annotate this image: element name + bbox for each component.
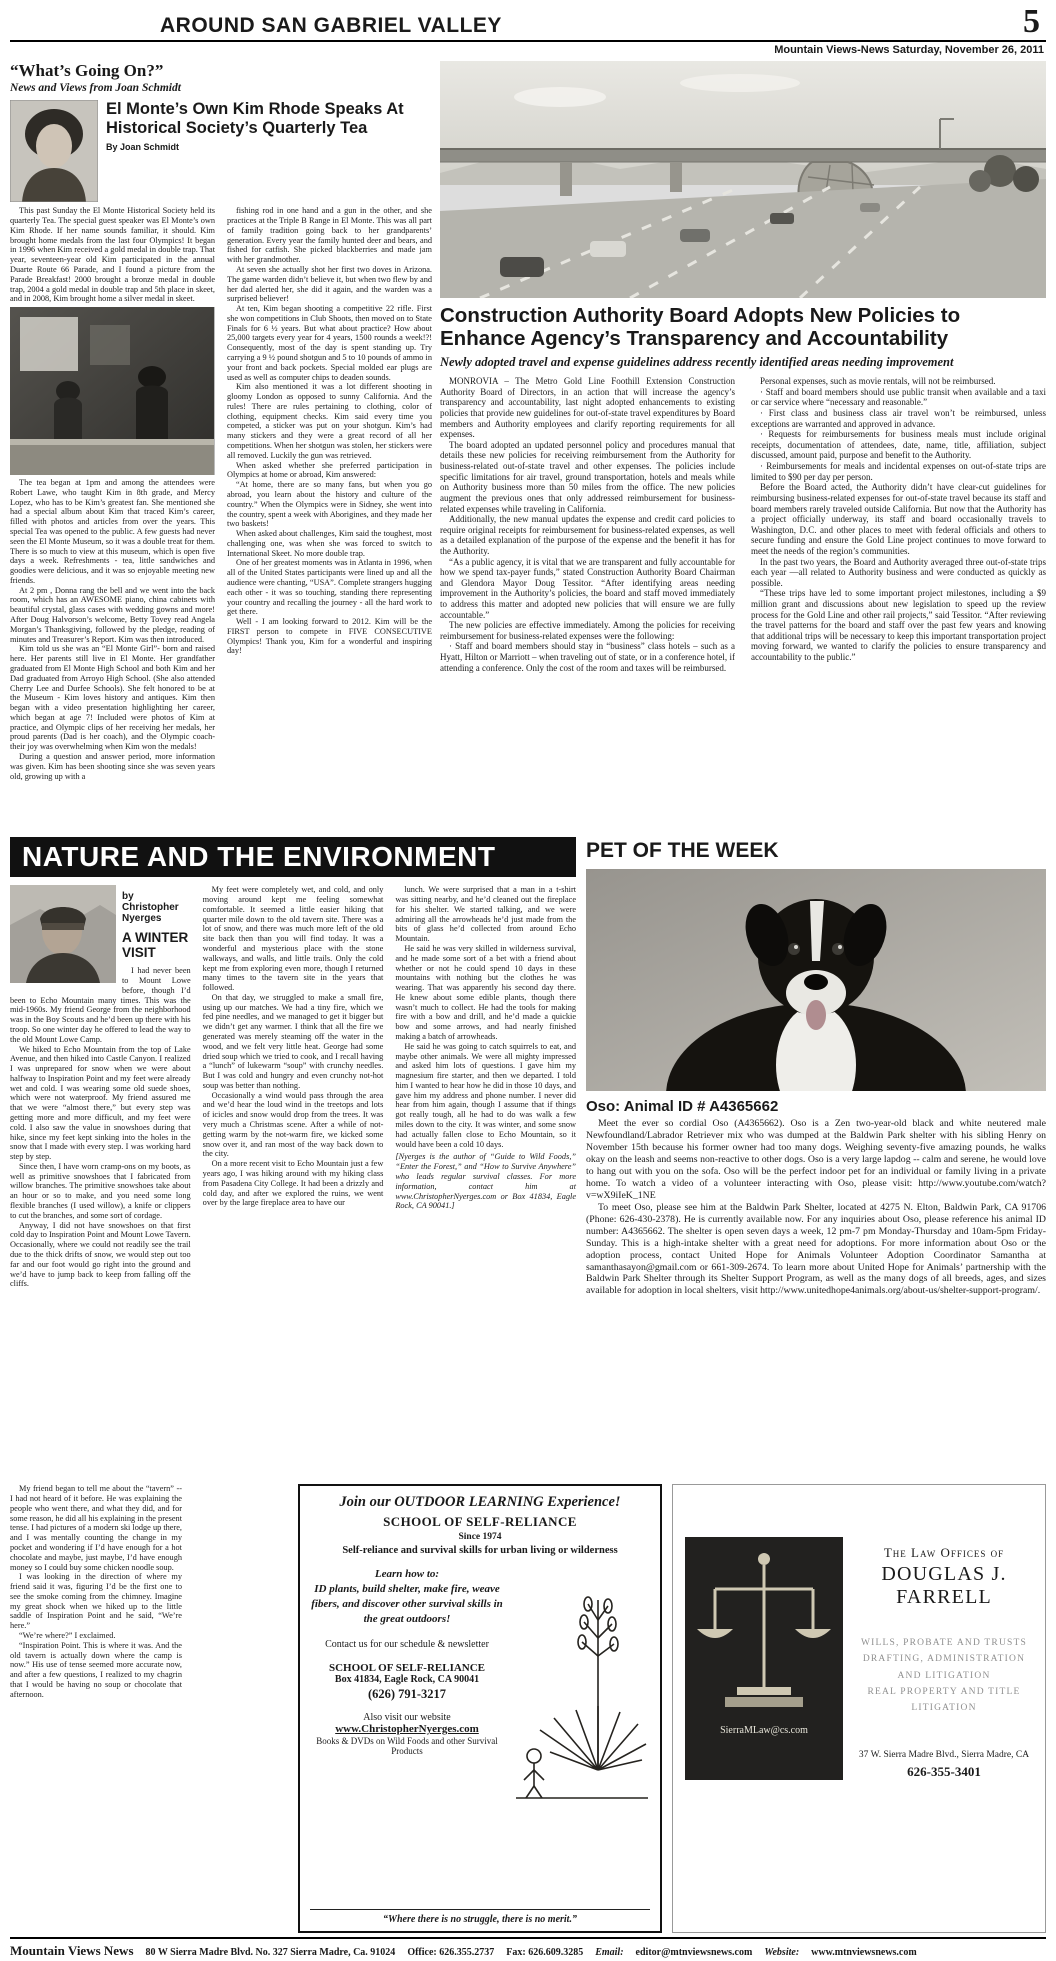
school-ad-content-row — [310, 1560, 650, 1903]
section-title: AROUND SAN GABRIEL VALLEY — [160, 14, 502, 37]
nature-col1-continued — [10, 1484, 182, 1933]
footer-office-phone: Office: 626.355.2737 — [407, 1947, 495, 1959]
nature-byline: by Christopher Nyerges — [122, 891, 179, 925]
kim-article-header — [10, 100, 432, 202]
school-ad-website: www.ChristopherNyerges.com — [335, 1722, 479, 1735]
paragraph: “These trips have led to some important project milestones, including a $9 million grant and discussions about new legislation to speed up the review process for the Gold Line and other rail projects,” said Tessitor. “After reviewing the travel patterns for the board and staff over the past few years and knowing that additional trips will be necessary to keep this important transportation project moving forward, we wanted to clarify the policies to ensure transparency and accountability to the public.” — [751, 588, 1046, 663]
paragraph: He said he was going to catch squirrels to eat, and maybe other animals. We were all mighty impressed and asked him lots of questions. I gave him my magnesium fire starter, and then we departed. I told him I wanted to hear how he did in those 10 days, and gave him my address and phone number. I never did hear from him again, though I assume that if things got really tough, all he had to do was walk a few miles down to the city. It was winter, and some snow had actually fallen close to Echo Mountain, so it would have been a cold 10 days. — [395, 1041, 577, 1149]
goldline-bridge-rendering-image — [440, 61, 1046, 298]
paragraph: Personal expenses, such as movie rentals, will not be reimbursed. — [760, 376, 996, 387]
school-ad-text-column — [310, 1560, 504, 1903]
paragraph: WILLS, PROBATE AND TRUSTS — [860, 1638, 1027, 1649]
construction-column — [440, 61, 1046, 833]
law-ad-address: 37 W. Sierra Madre Blvd., Sierra Madre, CA — [858, 1750, 1030, 1760]
joan-schmidt-portrait-photo — [10, 100, 98, 202]
footer-address: 80 W Sierra Madre Blvd. No. 327 Sierra Madre, Ca. 91024 — [145, 1947, 396, 1959]
kim-article-byline: By Joan Schmidt — [106, 142, 180, 153]
nature-col2 — [203, 885, 384, 1289]
scales-of-justice-photo — [685, 1537, 843, 1722]
page-footer — [10, 1937, 1046, 1959]
dog-photo-illustration — [586, 869, 1046, 1091]
hiker-photo-illustration — [10, 885, 116, 983]
paragraph: He said he was very skilled in wilderness survival, and he made some sort of a bet with a friend about whether or not he could spend 10 days in these mountains with nothing but the clothes he was wearing. That was apparently his second day there. He knew about some edible plants, though there wasn’t much to collect. He had the tools for making fire with a bow and drill, and he’d made a quickie bow and some arrows, and had nearly finished making a batch of arrowheads. — [395, 943, 577, 1042]
kim-article-title-block — [106, 100, 432, 202]
nature-article — [10, 837, 576, 1484]
paragraph: We hiked to Echo Mountain from the top of Lake Avenue, and then hiked into Castle Canyon. I realized I was unprepared for snow when we were about halfway to Inspiration Point and my feet were already wet and cold. I was wearing some old suede shoes, which were not waterproof. My friend assured me that we were “almost there,” but every step was getting more and more difficult, and my feet were cold. I also saw the value in snowshoes during that hike, since my feet kept sinking into the holes in the snow that I made with every step. I was working hard step by step. — [10, 1044, 191, 1162]
paragraph: AND LITIGATION — [897, 1670, 991, 1681]
paragraph: The new policies are effective immediately. Among the policies for receiving reimbursement for business-related expenses were the following: — [440, 620, 735, 641]
paragraph: On a more recent visit to Echo Mountain just a few years ago, I was hiking around with my hiking class from Pasadena City College. It had been a drizzly and cold day, and after we explored the ruins, we went over by the large fireplace area to have our — [202, 1159, 384, 1208]
nature-section-banner: NATURE AND THE ENVIRONMENT — [10, 837, 576, 877]
masthead-dateline: Mountain Views-News Saturday, November 26, 2011 — [774, 44, 1044, 57]
nature-article-body — [10, 885, 576, 1289]
paragraph: At 2 pm , Donna rang the bell and we went into the back room, which has an AWESOME piano, china cabinets with beautiful crystal, glass cases with wedding gowns and more! After Doug Halvorson’s welcome, Betty Tovey read Angela Morgan’s Thanksgiving, followed by the pledge, reading of minutes and Treasurer’s Report. Kim was then introduced. — [10, 585, 215, 644]
school-ad-org: SCHOOL OF SELF-RELIANCE — [328, 1661, 486, 1674]
school-ad-learn-heading: Learn how to: — [374, 1568, 440, 1581]
paragraph: Meet the ever so cordial Oso (A4365662). Oso is a Zen two-year-old black and white neutered male Newfoundland/Labrador Retriever mix who was dumped at the Baldwin Park shelter with his sibling Henry on November 15th because his former owner had too many dogs. Weighing seventy-five amazing pounds, he walks okay on the leash and seems non-reactive to other dogs. Oso is a very large lapdog -- calm and serene, he would love to hang out with you on the sofa. Oso will be the perfect indoor pet for an individual or family living in a private home. To watch a video of a volunteer interacting with Oso, please visit: http://www.youtube.com/watch?v=wX9iIeK_1NE — [586, 1118, 1046, 1201]
school-ad-tagline: Self-reliance and survival skills for urban living or wilderness — [342, 1545, 618, 1557]
school-ad-website-sub: Books & DVDs on Wild Foods and other Survival Products — [316, 1735, 498, 1756]
footer-fax: Fax: 626.609.3285 — [506, 1947, 584, 1959]
paragraph: · First class and business class air travel won’t be reimbursed, unless exceptions are warranted and approved in advance. — [751, 408, 1046, 429]
paragraph: · Requests for reimbursements for business meals must include original receipts, documentation of attendees, date, name, title, affiliation, subject discussed, amount paid, purpose and benefit to the Authority. — [751, 429, 1046, 461]
paragraph: “Inspiration Point. This is where it was. And the old tavern is actually down where the camp is now.” His use of tense seemed more accurate now, and after a few questions, I realized to my chagrin that I would be having no soup or chocolate that afternoon. — [10, 1640, 182, 1699]
footer-website: www.mtnviewsnews.com — [811, 1947, 917, 1959]
law-office-ad — [672, 1484, 1046, 1933]
paragraph: The board adopted an updated personnel policy and procedures manual that details these new policies for receiving reimbursement from the Authority for business-related out-of-state travel and other expenses. The policies include specific limitations for air travel, ground transportation, hotels and meals while on Authority business more than 50 miles from the office. The new policies augment the previous ones that only addressed reimbursement for business-related expenses while traveling in California. — [440, 439, 735, 514]
paragraph: MONROVIA – The Metro Gold Line Foothill Extension Construction Authority Board of Directors, in an action that will increase the agency’s transparency and accountability, last night adopted enhancements to existing policies that provide new guidelines for out-of-state travel expenditures by Board members and Authority employees and clarify reporting requirements for all expenses. — [440, 376, 735, 440]
school-ad-motto: “Where there is no struggle, there is no merit.” — [310, 1909, 650, 1925]
yucca-drawing — [510, 1560, 650, 1830]
law-firm-name: DOUGLAS J. FARRELL — [881, 1563, 1007, 1609]
kim-article-col1 — [10, 206, 215, 781]
paragraph: The tea began at 1pm and among the attendees were Robert Lawe, who taught Kim in 8th grade, and Mercy Lopez, who has to be Kim’s greatest fan. She mentioned she had a special album about Kim that traced Kim’s career, filled with photos and articles from over the years. This special Tea was opened to the public. A few guests had never seen the El Monte Museum, so it was a double treat for them. There is so much to view at this museum, which is open five days a week. Refreshments - tea, little sandwiches and goodies were delicious, and it was so enjoyable meeting new friends. — [10, 478, 215, 585]
paragraph: Since then, I have worn cramp-ons on my boots, as well as primitive snowshoes that I fabricated from willow branches. The primitive snowshoes take about an hour or so to make, and you need some long flexible branches (I used willow), a knife or clippers to cut the branches, and some sort of cordage. — [10, 1161, 191, 1220]
school-ad-address: Box 41834, Eagle Rock, CA 90041 — [334, 1673, 480, 1685]
school-of-self-reliance-ad — [298, 1484, 662, 1933]
paragraph: My friend began to tell me about the “tavern” -- I had not heard of it before. He was explaining the people who went there, and what they did, and for some reason, he did all his explaining in the present tense. I had pictures of a modern ski lodge up there, and I was mentally counting the change in my pocket and wondering if I’d have enough for a hot chocolate and maybe, just maybe, I’d have enough money so I could buy some chicken noodle soup. — [10, 1484, 182, 1572]
paragraph: To meet Oso, please see him at the Baldwin Park Shelter, located at 4275 N. Elton, Baldwin Park, CA 91706 (Phone: 626-430-2378). He is currently available now. For any inquiries about Oso, please reference his animal ID number: A4365662. The shelter is open seven days a week, 12 pm-7 pm Monday-Thursday and 10am-5pm Friday-Sunday. This is a high-intake shelter with a great need for adoptions. For more information about Oso or the adoption process, contact United Hope for Animals Volunteer Adoption Coordinator Samantha at samanthasayon@gmail.com or 661-309-2674. To learn more about United Hope for Animals’ partnership with the Baldwin Park Shelter through its Shelter Support Program, as well as the many dogs of all breeds, ages, and sizes available for adoption in local shelters, visit http://www.unitedhope4animals.org/about-us/shelter-support-program/. — [586, 1201, 1046, 1297]
paragraph: This past Sunday the El Monte Historical Society held its quarterly Tea. The special guest speaker was El Monte’s own Kim Rhode. If her name sounds familiar, it should. Kim brought home medals from the last four Olympics! It began in 1996 when Kim received a gold medal in double trap. That year, seventeen-year old Kim participated in the annual Duarte Route 66 Parade, and I found a picture from the Parade Breakfast! 2000 brought a bronze medal in double trap, 2004 a gold medal in double trap and 5th place in skeet, and in 2008, Kim brought home a silver medal in skeet. — [10, 206, 215, 304]
pet-of-the-week — [586, 837, 1046, 1484]
school-ad-name: SCHOOL OF SELF-RELIANCE — [383, 1514, 577, 1530]
paragraph: Well - I am looking forward to 2012. Kim will be the FIRST person to compete in FIVE CONSECUTIVE Olympics! Thank you, Kim for a wonderful and inspiring day! — [227, 617, 432, 656]
paragraph: One of her greatest moments was in Atlanta in 1996, when all of the United States participants were lined up and all the audience were chanting, “USA”. Complete strangers hugging each other - it was so touching, standing there representing your country and recalling the journey - all the hard work to get there. — [227, 558, 432, 617]
law-ad-image-column — [685, 1537, 843, 1780]
paragraph: Kim also mentioned it was a lot different shooting in gloomy London as opposed to sunny California. And the rules! There are rules pertaining to clothing, color of clothing, equipment checks. Kim said every time you competed, a sticker was put on your shotgun. Kim’s had many stickers and they were a great record of all her competitions. When her shotgun was stolen, her stickers were all removed. Luckily the gun was retrieved. — [227, 382, 432, 460]
middle-section — [10, 837, 1046, 1484]
paragraph: “As a public agency, it is vital that we are transparent and fully accountable for how we spend tax-payer funds,” stated Construction Authority Board Chairman and Glendora Mayor Doug Tessitor. “After identifying areas needing improvement in the Authority’s policies, the board and staff moved immediately to address this matter and adopted new policies that will ensure we are fully accountable.” — [440, 556, 735, 620]
construction-subhead: Newly adopted travel and expense guidelines address recently identified areas needing improvement — [440, 355, 954, 370]
paragraph: · Staff and board members should use public transit when available and a taxi or car service where “necessary and reasonable.” — [751, 386, 1046, 408]
school-ad-phone: (626) 791-3217 — [367, 1686, 447, 1701]
construction-col1-text — [440, 376, 735, 673]
school-ad-website-label: Also visit our website — [363, 1711, 451, 1723]
paragraph: fishing rod in one hand and a gun in the other, and she practices at the Triple B Range in El Monte. This was all part of family tradition going back to her grandparents’ generation. Every year the family hunted deer and bears, and fished for catfish. She picked blackberries and made jam with her grandmother. — [227, 206, 432, 265]
paragraph: · Staff and board members should stay in “business” class hotels – such as a Hyatt, Hilton or Marriott – when traveling out of state, or in a conference hotel, if attending a conference. Only the cost of the room and taxes will be reimbursed. — [440, 641, 735, 673]
whats-going-on-column — [10, 61, 432, 833]
nature-col3 — [395, 885, 576, 1289]
school-ad-contact-line: Contact us for our schedule & newsletter — [325, 1638, 489, 1650]
bottom-section — [10, 1484, 1046, 1933]
tea-photo-illustration — [10, 307, 214, 475]
column-subtitle: News and Views from Joan Schmidt — [10, 82, 181, 95]
pet-section-banner: PET OF THE WEEK — [586, 839, 779, 863]
construction-headline: Construction Authority Board Adopts New Policies to Enhance Agency’s Transparency and Accountability — [440, 304, 961, 351]
footer-paper-name: Mountain Views News — [10, 1943, 134, 1959]
law-ad-text-column — [855, 1545, 1033, 1780]
paragraph: “At home, there are so many fans, but when you go abroad, you learn about the history and culture of the country.” When the Olympics were in Sidney, she went into the country, spent a week with Aborigines, and they made her two baskets! — [227, 480, 432, 529]
paragraph: I had never been to Mount Lowe before, though I’d been to Echo Mountain many times. This was the mid-1960s. My friend George from the neighborhood was in the Boy Scouts and he’d been up there with his troop. So one winter day he offered to lead the way to the old Mount Lowe Camp. — [10, 966, 191, 1044]
law-services-list — [855, 1635, 1033, 1716]
paragraph: Additionally, the new manual updates the expense and credit card policies to require original receipts for reimbursement for business-related expenses, as well as a detailed explanation of the purpose of the expense and the benefit it has for the Authority. — [440, 514, 735, 556]
tea-event-photo — [10, 307, 215, 475]
bridge-rendering-illustration — [440, 61, 1046, 298]
footer-email: editor@mtnviewsnews.com — [635, 1947, 753, 1959]
law-ad-email: SierraMLaw@cs.com — [720, 1725, 808, 1737]
paragraph: lunch. We were surprised that a man in a t-shirt was sitting nearby, and he’d cleaned out the fireplace for his shelter. We started talking, and we were admiring all the arrowheads he’d just made from the bits of glass he’d collected from around Echo Mountain. — [395, 885, 577, 944]
pet-text — [586, 1118, 1046, 1297]
paragraph: · Reimbursements for meals and incidental expenses on out-of-state trips are limited to $90 per day per person. — [751, 461, 1046, 482]
pet-title: Oso: Animal ID # A4365662 — [586, 1098, 779, 1116]
paragraph: Occasionally a wind would pass through the area and we’d hear the loud wind in the treetops and lots of icicles and snow would drop from the trees. It was very much a Christmas scene. After a while of not-getting warm by the not-warm fire, we kicked some snow over it, and ran most of the way back down to the city. — [202, 1090, 384, 1159]
paragraph: Before the Board acted, the Authority didn’t have clear-cut guidelines for reimbursing business-related expenses for out-of-state travel because its staff and board members rarely traveled outside California. But now that the Authority has a project officially underway, its staff and board occasionally travels to Washington, D.C. and other places to meet with federal officials and others to secure funding and ensure the Gold Line project continues to move forward to meet the needs of the region’s communities. — [751, 482, 1046, 556]
page-header — [10, 3, 1046, 42]
paragraph: When asked about challenges, Kim said the toughest, most challenging one, was when she was forced to switch to International Skeet. No more double trap. — [227, 529, 432, 558]
paragraph: When asked whether she preferred participation in Olympics at home or abroad, Kim answered: — [227, 460, 432, 480]
nature-col1-text — [10, 966, 191, 1289]
kim-article-headline: El Monte’s Own Kim Rhode Speaks At Historical Society’s Quarterly Tea — [106, 100, 404, 137]
paragraph: “We’re where?” I exclaimed. — [19, 1631, 116, 1641]
paragraph: At seven she actually shot her first two doves in Arizona. The game warden didn’t believe it, but when two flew by and her dad alerted her, she did it again, and the warden was a surprised believer! — [227, 264, 432, 304]
paragraph: REAL PROPERTY AND TITLE LITIGATION — [867, 1686, 1021, 1713]
paragraph: On that day, we struggled to make a small fire, using up our matches. We had a tiny fire, which we fed pine needles, and we managed to get it bigger but we didn’t get any warmer. I think that all the fire we generated was merely steaming off the water in the wood, and we felt very little heat. George had some dried soup which we tried to cook, and I recall having a “lunch” of lukewarm “soup” with crunchy needles. But I was cold and hungry and even crunchy not-hot soup was better than nothing. — [202, 992, 384, 1090]
law-ad-content — [685, 1537, 1033, 1780]
construction-col2-text — [751, 376, 1046, 673]
law-firm-label: The Law Offices of — [883, 1545, 1005, 1561]
paragraph: In the past two years, the Board and Authority averaged three out-of-state trips each year —all related to Authority business and were conducted as quickly as possible. — [751, 556, 1046, 588]
school-ad-learn-items: ID plants, build shelter, make fire, weave fibers, and discover other survival skills in the great outdoors! — [311, 1583, 503, 1625]
dog-photo — [586, 869, 1046, 1091]
kim-article-col2 — [227, 206, 432, 781]
portrait-illustration — [10, 100, 98, 202]
paragraph: At ten, Kim began shooting a competitive 22 rifle. First she won competitions in Club Shoots, then moved on to State Finals for 6 ½ years. But what about practice? How about 25,000 targets every year for 4 years, 1500 rounds a week!?! Consequently, most of the day is spent standing up. Try carrying a 9 ½ pound shotgun and 5 to 10 pounds of ammo in your front and back pockets. Special molded ear plugs are used as well as computer chips to deaden sounds. — [227, 304, 432, 382]
school-ad-since: Since 1974 — [458, 1532, 502, 1543]
top-section — [10, 61, 1046, 833]
nature-title: A WINTER VISIT — [122, 930, 189, 961]
kim-article-col2-text — [227, 206, 432, 656]
page-number: 5 — [1023, 3, 1040, 40]
footer-email-label: Email: — [595, 1947, 624, 1959]
nature-author-footnote: [Nyerges is the author of “Guide to Wild Foods,” “Enter the Forest,” and “How to Survive Anywhere” who leads regular survival classes. For more information, contact him at www.ChristopherNyerges.com or Box 41834, Eagle Rock, CA 90041.] — [395, 1152, 577, 1211]
construction-body — [440, 376, 1046, 673]
yucca-illustration — [510, 1560, 650, 1903]
paragraph: During a question and answer period, more information was given. Kim has been shooting since she was seven years old, growing up with a — [10, 751, 215, 781]
school-ad-headline: Join our OUTDOOR LEARNING Experience! — [339, 1494, 621, 1511]
nature-col2-text — [203, 885, 384, 1208]
paragraph: Kim told us she was an “El Monte Girl”- born and raised here. Her parents still live in El Monte. Her grandfather graduated from El Monte High School and both Kim and her Dad graduated from Arroyo High School. (She also attended Cherry Lee and Durfee Schools). She felt honored to be at the Museum - Kim loves history and antiques. Kim then began with a video presentation highlighting her career, which began at age 7! Included were photos of Kim at practice, and Olympic clips of her receiving her medals, her proud parents (Dad is her coach), and the Olympic coach-their joy was overwhelming when Kim won the medals! — [10, 644, 215, 752]
kim-article-body — [10, 206, 432, 781]
paragraph: I was looking in the direction of where my friend said it was, figuring I’d be the first one to see the smoke coming from the chimney. Imagine my great shock when we hiked up to the little saddle of Inspiration Point and he said, “We’re here.” — [10, 1572, 182, 1631]
kim-article-col1-text — [10, 478, 215, 781]
nature-col3-text — [395, 885, 576, 1149]
paragraph: Anyway, I did not have snowshoes on that first cold day to Inspiration Point and Mount Lowe Tavern. Occasionally, where we could not readily see the trail due to the thick drifts of snow, we would step out too far and our foot would go right into the ground and we’d have to jump back to keep from falling off the cliffs. — [10, 1220, 191, 1289]
column-title: “What’s Going On?” — [10, 61, 164, 81]
paragraph: My feet were completely wet, and cold, and only moving around kept me feeling somewhat comfortable. It seemed a little easier hiking that quarter mile down to the old tavern site. There was a lot of snow, and there was much more left of the old site back then than you will find today. It was a wonderful and mysterious place with the stone walkways, and walls, and little trails. Only the cold kept me from exploring even more, though I returned many times to the tavern site in the years that followed. — [202, 885, 384, 993]
paragraph: DRAFTING, ADMINISTRATION — [862, 1654, 1026, 1665]
footer-website-label: Website: — [764, 1947, 800, 1959]
nature-col1 — [10, 885, 191, 1289]
hiker-photo — [10, 885, 116, 983]
law-ad-phone: 626-355-3401 — [907, 1764, 981, 1779]
kim-article-col1-top — [10, 206, 215, 304]
